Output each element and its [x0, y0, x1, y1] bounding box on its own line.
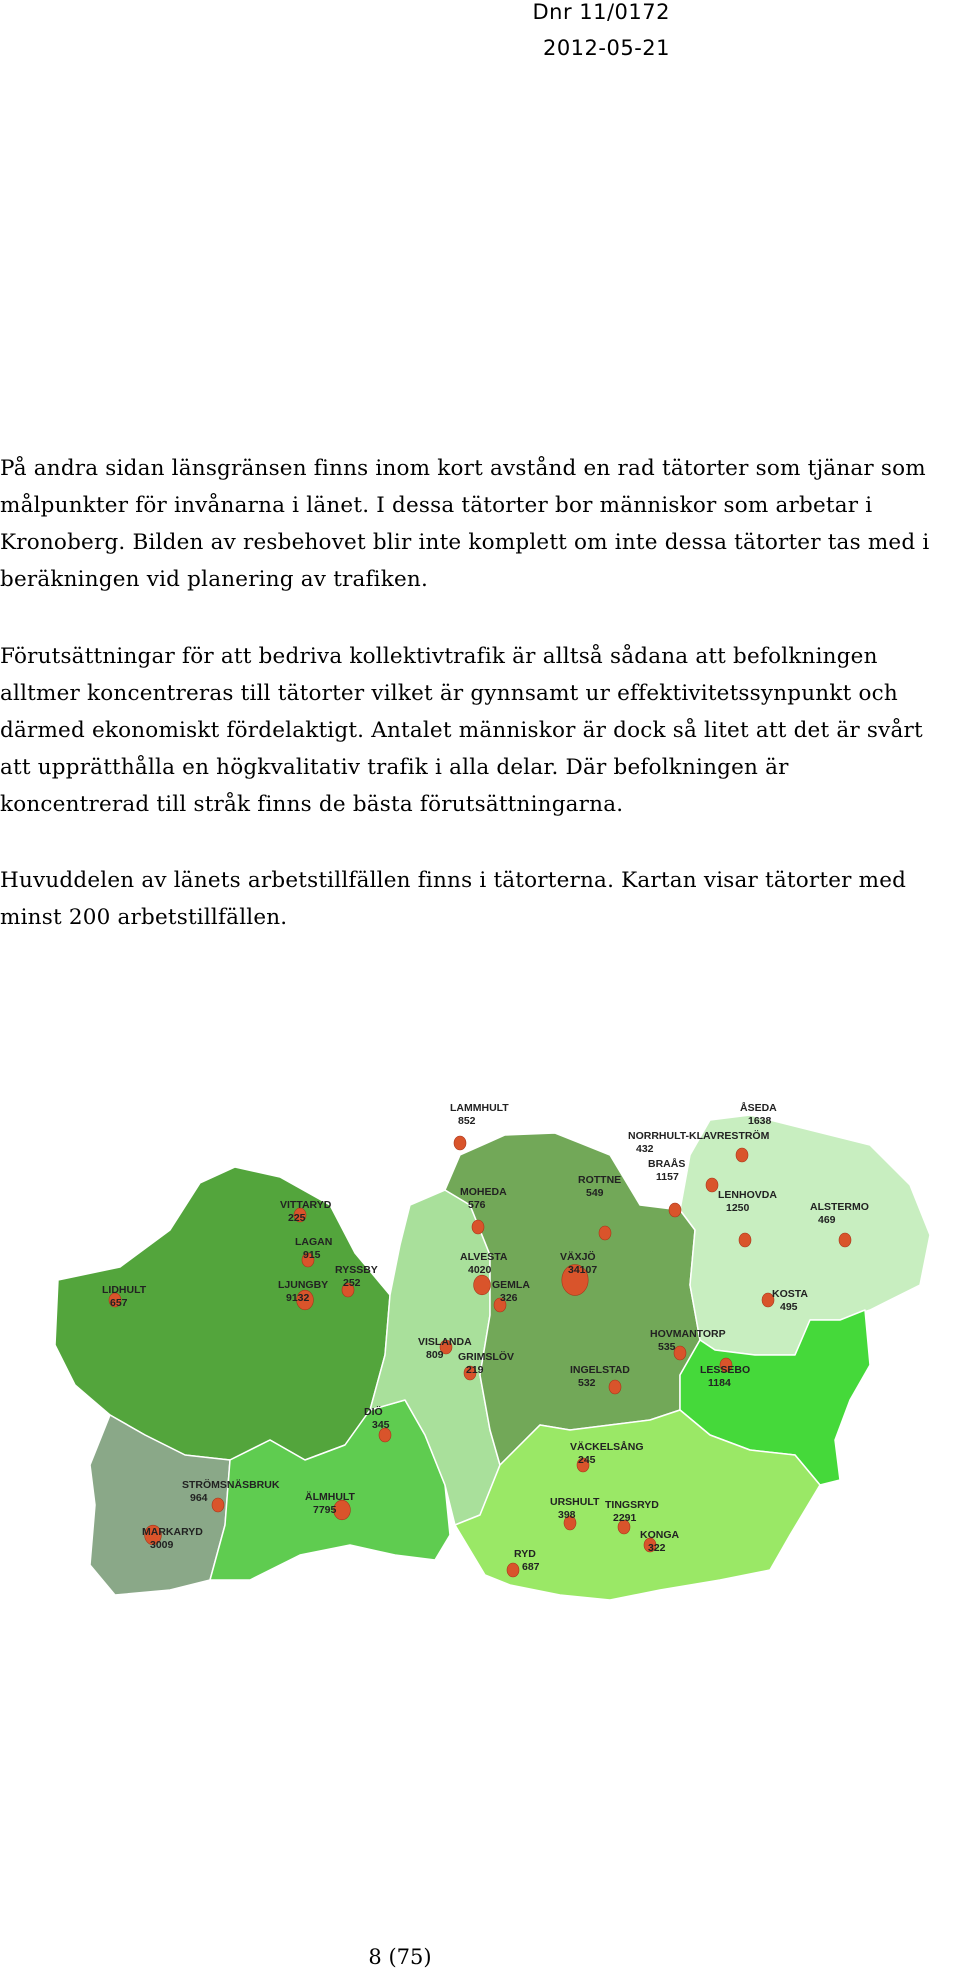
town-jobs: 34107 — [568, 1264, 598, 1276]
town-jobs: 432 — [636, 1143, 654, 1155]
town-marker — [669, 1203, 681, 1217]
town-marker — [474, 1275, 491, 1295]
town-jobs: 4020 — [468, 1264, 492, 1276]
town-jobs: 245 — [578, 1454, 596, 1466]
paragraph-3: Huvuddelen av länets arbetstillfällen finns i tätorterna. Kartan visar tätorter med minst 200 arbetstillfällen. — [0, 868, 907, 930]
town-name: LENHOVDA — [718, 1189, 777, 1201]
town-name: LJUNGBY — [278, 1279, 329, 1291]
town-jobs: 3009 — [150, 1539, 174, 1551]
town-jobs: 9132 — [286, 1292, 310, 1304]
town-marker — [839, 1233, 851, 1247]
region-west — [55, 1167, 390, 1460]
town-name: VITTARYD — [280, 1199, 332, 1211]
town-name: ALSTERMO — [810, 1201, 869, 1213]
town-marker — [609, 1380, 621, 1394]
town-marker — [507, 1563, 519, 1577]
document-date: 2012-05-21 — [542, 36, 670, 60]
town-jobs: 915 — [303, 1249, 321, 1261]
town-name: VISLANDA — [418, 1336, 472, 1348]
town-name: VÄXJÖ — [560, 1251, 596, 1263]
town-jobs: 326 — [500, 1292, 518, 1304]
town-name: GEMLA — [492, 1279, 530, 1291]
town-jobs: 322 — [648, 1542, 666, 1554]
town-name: MARKARYD — [142, 1526, 203, 1538]
town-name: BRAÅS — [648, 1158, 686, 1170]
town-name: LAMMHULT — [450, 1102, 509, 1114]
town-label — [648, 1157, 685, 1183]
town-name: INGELSTAD — [570, 1364, 630, 1376]
town-jobs: 852 — [458, 1115, 476, 1127]
town-name: RYSSBY — [335, 1264, 378, 1276]
town-jobs: 7795 — [313, 1504, 337, 1516]
town-jobs: 252 — [343, 1277, 361, 1289]
town-jobs: 1157 — [656, 1171, 679, 1183]
town-name: ALVESTA — [460, 1251, 508, 1263]
town-name: LIDHULT — [102, 1284, 147, 1296]
town-name: ROTTNE — [578, 1174, 622, 1186]
town-name: LESSEBO — [700, 1364, 751, 1376]
paragraph-1: På andra sidan länsgränsen finns inom kort avstånd en rad tätorter som tjänar som målpunkter för invånarna i länet. I dessa tätorter bor människor som arbetar i Kronoberg. Bilden av resbehovet blir inte komplett om inte dessa tätorter tas med i beräkningen vid planering av trafiken. — [0, 456, 930, 592]
town-jobs: 495 — [780, 1301, 798, 1313]
paragraph-2: Förutsättningar för att bedriva kollektivtrafik är alltså sådana att befolkningen alltmer koncentreras till tätorter vilket är gynnsamt ur effektivitetssynpunkt och därmed ekonomiskt fördelaktigt. Antalet människor är dock så litet att det är svårt att upprätthålla en högkvalitativ trafik i alla delar. Där befolkningen är koncentrerad till stråk finns de bästa förutsättningarna. — [0, 644, 923, 817]
town-name: NORRHULT-KLAVRESTRÖM — [628, 1130, 770, 1142]
town-marker — [472, 1220, 484, 1234]
town-marker — [212, 1498, 224, 1512]
town-marker — [674, 1346, 686, 1360]
town-name: VÄCKELSÅNG — [570, 1441, 644, 1453]
town-name: ÅSEDA — [740, 1102, 777, 1114]
town-name: ÄLMHULT — [305, 1491, 355, 1503]
town-name: LAGAN — [295, 1236, 333, 1248]
town-jobs: 576 — [468, 1199, 486, 1211]
town-marker — [454, 1136, 466, 1150]
town-name: TINGSRYD — [605, 1499, 659, 1511]
town-jobs: 345 — [372, 1419, 390, 1431]
town-name: URSHULT — [550, 1496, 600, 1508]
town-name: GRIMSLÖV — [458, 1351, 515, 1363]
town-name: KONGA — [640, 1529, 680, 1541]
town-name: RYD — [514, 1548, 536, 1560]
town-name: DIÖ — [364, 1406, 383, 1418]
town-jobs: 549 — [586, 1187, 604, 1199]
town-name: STRÖMSNÄSBRUK — [182, 1479, 280, 1491]
town-name: KOSTA — [772, 1288, 808, 1300]
document-number: Dnr 11/0172 — [532, 0, 670, 24]
town-jobs: 1638 — [748, 1115, 772, 1127]
town-jobs: 809 — [426, 1349, 444, 1361]
town-jobs: 1250 — [726, 1202, 750, 1214]
town-marker — [599, 1226, 611, 1240]
town-jobs: 225 — [288, 1212, 306, 1224]
town-jobs: 219 — [466, 1364, 484, 1376]
town-name: HOVMANTORP — [650, 1328, 726, 1340]
town-name: MOHEDA — [460, 1186, 507, 1198]
town-jobs: 469 — [818, 1214, 836, 1226]
town-jobs: 532 — [578, 1377, 596, 1389]
page-number: 8 (75) — [368, 1945, 432, 1969]
town-marker — [736, 1148, 748, 1162]
town-marker — [739, 1233, 751, 1247]
town-jobs: 2291 — [613, 1512, 637, 1524]
town-jobs: 398 — [558, 1509, 576, 1521]
town-marker — [706, 1178, 718, 1192]
town-jobs: 657 — [110, 1297, 128, 1309]
town-jobs: 964 — [190, 1492, 208, 1504]
kronoberg-map — [50, 1055, 935, 1605]
town-jobs: 535 — [658, 1341, 676, 1353]
town-jobs: 687 — [522, 1561, 540, 1573]
town-label — [450, 1102, 509, 1127]
town-jobs: 1184 — [708, 1377, 731, 1389]
region-northeast — [680, 1115, 930, 1355]
